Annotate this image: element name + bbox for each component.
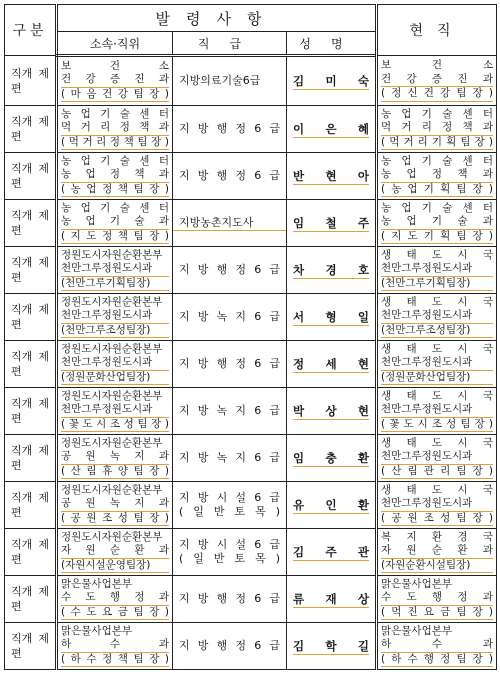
person-name: 김 주 관: [293, 544, 369, 559]
affiliation-line: 맑은물사업본부: [61, 577, 133, 590]
current-position-line: 맑은물사업본부: [381, 577, 453, 590]
current-position-line: ( 농 업 기 획 팀 장 ): [381, 183, 493, 198]
name-cell: [287, 294, 377, 341]
affiliation-line: ( 공 원 조 성 팀 장 ): [61, 512, 169, 527]
affiliation-cell: [57, 388, 173, 435]
affiliation-line: (정원문화산업팀장): [61, 371, 169, 386]
affiliation-line: (자원시설운영팀장): [61, 559, 169, 574]
affiliation-line: 정원도시자원순환본부: [61, 483, 163, 496]
affiliation-cell: [57, 247, 173, 294]
current-position-line: 생 태 도 시 국: [381, 248, 493, 261]
current-position-cell: [377, 341, 497, 388]
header-name: 성명: [287, 32, 377, 56]
current-position-line: (자원순환시설팀장): [381, 559, 493, 574]
current-position-cell: [377, 623, 497, 670]
current-position-line: 농 업 기 술 센 터: [381, 107, 493, 120]
header-grade: 직급: [173, 32, 287, 56]
order-row: [5, 435, 497, 482]
order-row: [5, 56, 497, 106]
header-gubun: 구분: [5, 5, 57, 56]
grade-cell: [173, 56, 287, 106]
person-name: 반 현 아: [293, 168, 369, 183]
current-position-cell: [377, 106, 497, 153]
current-position-line: ( 산 림 관 리 팀 장 ): [381, 465, 493, 480]
grade-line: 지 방 행 정 6 급: [179, 639, 280, 652]
current-position-line: 먹 거 리 정 책 과: [381, 121, 493, 136]
grade-cell: [173, 529, 287, 576]
current-position-line: 맑은물사업본부: [381, 624, 453, 637]
current-position-line: 천만그루정원도시과: [381, 356, 493, 371]
order-row: [5, 153, 497, 200]
person-name: 김 미 숙: [293, 73, 369, 88]
grade-line: 지 방 행 정 6 급: [179, 122, 280, 135]
current-position-cell: [377, 435, 497, 482]
current-position-cell: [377, 56, 497, 106]
order-row: [5, 388, 497, 435]
category-cell: [5, 294, 57, 341]
current-position-line: 생 태 도 시 국: [381, 436, 493, 449]
grade-cell: [173, 153, 287, 200]
name-cell: [287, 200, 377, 247]
current-position-line: ( 정 신 건 강 팀 장 ): [381, 87, 493, 102]
affiliation-line: 자 원 순 환 과: [61, 544, 169, 559]
current-position-cell: [377, 576, 497, 623]
category-cell: [5, 482, 57, 529]
grade-cell: [173, 388, 287, 435]
order-row: [5, 482, 497, 529]
person-name: 김 학 길: [293, 638, 369, 653]
current-position-line: 천만그루정원도시과: [381, 450, 493, 465]
current-position-line: ( 공 원 조 성 팀 장 ): [381, 512, 493, 527]
current-position-line: ( 먹 거 리 기 획 팀 장 ): [381, 136, 493, 151]
order-row: [5, 247, 497, 294]
affiliation-line: 수 도 행 정 과: [61, 591, 169, 606]
affiliation-line: ( 먹 거 리 정 책 팀 장 ): [61, 136, 169, 151]
category-cell: [5, 435, 57, 482]
category-cell: [5, 56, 57, 106]
current-position-line: 수 도 행 정 과: [381, 591, 493, 606]
affiliation-line: 천만그루정원도시과: [61, 403, 169, 418]
affiliation-cell: [57, 56, 173, 106]
current-position-cell: [377, 247, 497, 294]
name-cell: [287, 576, 377, 623]
grade-cell: [173, 623, 287, 670]
grade-line: ( 일 반 토 목 ): [179, 552, 280, 565]
grade-line: 지 방 행 정 6 급: [179, 592, 280, 605]
name-cell: [287, 247, 377, 294]
personnel-order-table: [4, 4, 497, 670]
category-cell: [5, 341, 57, 388]
affiliation-cell: [57, 153, 173, 200]
affiliation-cell: [57, 294, 173, 341]
affiliation-line: 천만그루정원도시과: [61, 356, 169, 371]
affiliation-cell: [57, 435, 173, 482]
category-text: 직개 제편: [11, 162, 49, 190]
affiliation-line: 건 강 증 진 과: [61, 73, 169, 88]
person-name: 임 철 주: [293, 215, 369, 230]
category-text: 직개 제편: [11, 585, 49, 613]
affiliation-line: 농 업 기 술 센 터: [61, 154, 169, 167]
current-position-cell: [377, 482, 497, 529]
order-row: [5, 623, 497, 670]
grade-line: 지 방 녹 지 6 급: [179, 310, 280, 323]
affiliation-line: 정원도시자원순환본부: [61, 530, 163, 543]
grade-line: ( 일 반 토 목 ): [179, 505, 280, 518]
affiliation-cell: [57, 106, 173, 153]
current-position-line: 보 건 소: [381, 59, 493, 72]
affiliation-line: ( 꽃 도 시 조 성 팀 장 ): [61, 418, 169, 433]
category-text: 직개 제편: [11, 115, 49, 143]
order-row: [5, 529, 497, 576]
affiliation-line: 정원도시자원순환본부: [61, 342, 163, 355]
current-position-line: (천만그루기획팀장): [381, 277, 493, 292]
category-cell: [5, 529, 57, 576]
category-text: 직개 제편: [11, 632, 49, 660]
category-text: 직개 제편: [11, 66, 49, 95]
affiliation-cell: [57, 482, 173, 529]
category-text: 직개 제편: [11, 491, 49, 519]
current-position-line: 하 수 과: [381, 638, 493, 653]
current-position-cell: [377, 200, 497, 247]
current-position-line: 천만그루정원도시과: [381, 403, 493, 418]
grade-line: 지방의료기술6급: [179, 74, 261, 87]
current-position-line: ( 하 수 행 정 팀 장 ): [381, 653, 493, 668]
category-cell: [5, 153, 57, 200]
affiliation-line: (천만그루기획팀장): [61, 277, 169, 292]
grade-line: 지 방 녹 지 6 급: [179, 451, 280, 464]
grade-cell: [173, 435, 287, 482]
affiliation-line: 정원도시자원순환본부: [61, 389, 163, 402]
grade-line: 지 방 행 정 6 급: [179, 263, 280, 276]
name-cell: [287, 623, 377, 670]
affiliation-line: 공 원 녹 지 과: [61, 450, 169, 465]
current-position-line: 천만그루정원도시과: [381, 262, 493, 277]
category-cell: [5, 106, 57, 153]
category-cell: [5, 388, 57, 435]
current-position-line: 농 업 기 술 센 터: [381, 154, 493, 167]
personnel-order-table-container: [4, 4, 496, 670]
grade-line: 지방농촌지도사: [173, 216, 286, 231]
current-position-cell: [377, 388, 497, 435]
grade-cell: [173, 341, 287, 388]
affiliation-line: 농 업 기 술 센 터: [61, 201, 169, 214]
current-position-line: (정원문화산업팀장): [381, 371, 493, 386]
affiliation-line: ( 지 도 정 책 팀 장 ): [61, 230, 169, 245]
current-position-line: 생 태 도 시 국: [381, 342, 493, 355]
current-position-line: 자 원 순 환 과: [381, 544, 493, 559]
affiliation-line: (천만그루조성팀장): [61, 324, 169, 339]
affiliation-line: 농 업 기 술 과: [61, 215, 169, 230]
category-cell: [5, 576, 57, 623]
affiliation-line: 하 수 과: [61, 638, 169, 653]
affiliation-line: 정원도시자원순환본부: [61, 295, 163, 308]
current-position-line: 농 업 기 술 센 터: [381, 201, 493, 214]
affiliation-line: ( 수 도 요 금 팀 장 ): [61, 606, 169, 621]
name-cell: [287, 56, 377, 106]
current-position-line: 건 강 증 진 과: [381, 73, 493, 88]
current-position-cell: [377, 294, 497, 341]
category-text: 직개 제편: [11, 538, 49, 566]
name-cell: [287, 388, 377, 435]
current-position-line: 농 업 정 책 과: [381, 168, 493, 183]
affiliation-line: ( 하 수 정 책 팀 장 ): [61, 653, 169, 668]
category-text: 직개 제편: [11, 256, 49, 284]
affiliation-line: ( 농 업 정 책 팀 장 ): [61, 183, 169, 198]
grade-cell: [173, 294, 287, 341]
order-rows: [5, 56, 497, 670]
current-position-line: ( 먹 진 요 금 팀 장 ): [381, 606, 493, 621]
grade-cell: [173, 576, 287, 623]
affiliation-line: 정원도시자원순환본부: [61, 436, 163, 449]
grade-cell: [173, 247, 287, 294]
current-position-line: (천만그루조성팀장): [381, 324, 493, 339]
category-cell: [5, 247, 57, 294]
category-text: 직개 제편: [11, 444, 49, 472]
category-text: 직개 제편: [11, 350, 49, 378]
header-affiliation: 소속·직위: [57, 32, 173, 56]
header-order: 발령사항: [57, 5, 377, 32]
grade-cell: [173, 482, 287, 529]
person-name: 이 은 혜: [293, 121, 369, 136]
order-row: [5, 576, 497, 623]
affiliation-line: 먹 거 리 정 책 과: [61, 121, 169, 136]
category-text: 직개 제편: [11, 303, 49, 331]
affiliation-cell: [57, 200, 173, 247]
affiliation-line: 정원도시자원순환본부: [61, 248, 163, 261]
current-position-line: 생 태 도 시 국: [381, 295, 493, 308]
affiliation-line: ( 산 림 휴 양 팀 장 ): [61, 465, 169, 480]
category-cell: [5, 200, 57, 247]
affiliation-cell: [57, 623, 173, 670]
affiliation-line: 맑은물사업본부: [61, 624, 133, 637]
grade-line: 지 방 시 설 6 급: [179, 538, 280, 551]
current-position-line: ( 지 도 기 획 팀 장 ): [381, 230, 493, 245]
order-row: [5, 341, 497, 388]
affiliation-line: 보 건 소: [61, 59, 169, 72]
name-cell: [287, 482, 377, 529]
name-cell: [287, 106, 377, 153]
grade-line: 지 방 시 설 6 급: [179, 491, 280, 504]
current-position-cell: [377, 153, 497, 200]
category-text: 직개 제편: [11, 209, 49, 237]
affiliation-line: ( 마 음 건 강 팀 장 ): [61, 88, 169, 103]
affiliation-cell: [57, 576, 173, 623]
name-cell: [287, 341, 377, 388]
current-position-line: 농 업 기 술 과: [381, 215, 493, 230]
person-name: 유 인 환: [293, 497, 369, 512]
order-row: [5, 106, 497, 153]
affiliation-line: 공 원 녹 지 과: [61, 497, 169, 512]
current-position-line: 천만그루정원도시과: [381, 309, 493, 324]
affiliation-line: 농 업 정 책 과: [61, 168, 169, 183]
person-name: 류 재 상: [293, 591, 369, 606]
current-position-cell: [377, 529, 497, 576]
grade-line: 지 방 행 정 6 급: [179, 169, 280, 182]
grade-line: 지 방 녹 지 6 급: [179, 404, 280, 417]
order-row: [5, 200, 497, 247]
order-row: [5, 294, 497, 341]
current-position-line: 천만그루정원도시과: [381, 497, 493, 512]
name-cell: [287, 153, 377, 200]
grade-cell: [173, 106, 287, 153]
affiliation-line: 천만그루정원도시과: [61, 309, 169, 324]
affiliation-line: 농 업 기 술 센 터: [61, 107, 169, 120]
grade-cell: [173, 200, 287, 247]
grade-line: 지 방 행 정 6 급: [179, 357, 280, 370]
affiliation-line: 천만그루정원도시과: [61, 262, 169, 277]
affiliation-cell: [57, 529, 173, 576]
affiliation-cell: [57, 341, 173, 388]
person-name: 임 충 환: [293, 450, 369, 465]
current-position-line: 생 태 도 시 국: [381, 483, 493, 496]
person-name: 정 세 현: [293, 356, 369, 371]
header-current: 현직: [377, 5, 497, 56]
current-position-line: ( 꽃 도 시 조 성 팀 장 ): [381, 418, 493, 433]
person-name: 서 형 일: [293, 309, 369, 324]
person-name: 박 상 현: [293, 403, 369, 418]
current-position-line: 생 태 도 시 국: [381, 389, 493, 402]
current-position-line: 복 지 환 경 국: [381, 530, 493, 543]
category-cell: [5, 623, 57, 670]
category-text: 직개 제편: [11, 397, 49, 425]
person-name: 차 경 호: [293, 262, 369, 277]
name-cell: [287, 529, 377, 576]
name-cell: [287, 435, 377, 482]
